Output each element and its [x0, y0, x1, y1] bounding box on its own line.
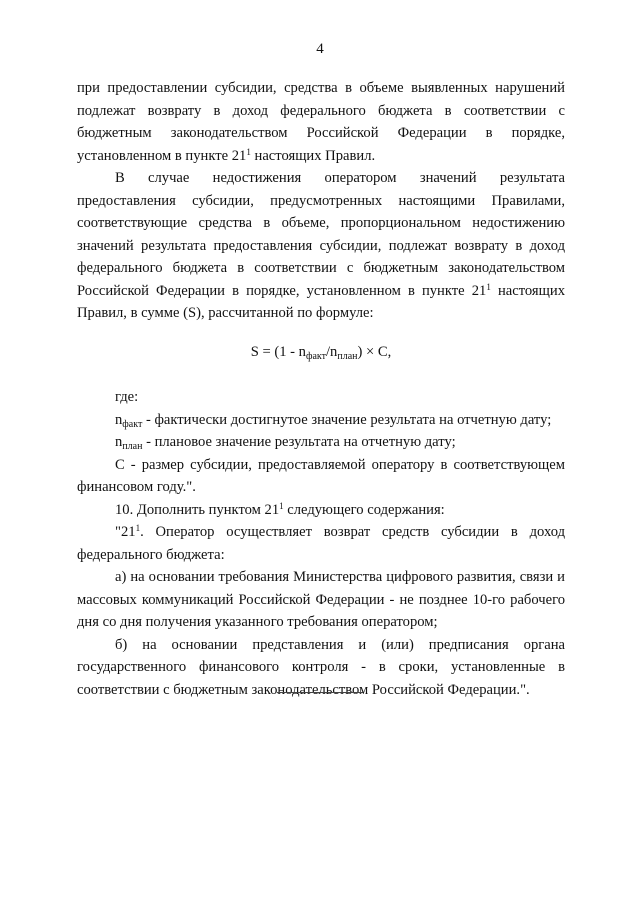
paragraph-text: В случае недостижения оператором значений результата предоставления субсидии, предусмотренных настоящими Правилами, соответствующие средства в объеме, пропорциональном недостижению значений результата предоставления субсидии, подлежат возврату в доход федерального бюджета в соответствии с бюджетным законодательством Российской Федерации в порядке, установленном в пункте 21 [77, 170, 565, 299]
definition-n-plan [77, 431, 565, 454]
paragraph-text-end: настоящих Правил, в сумме (S), рассчитанной по формуле: [77, 282, 565, 321]
item-text-end: следующего содержания: [283, 501, 445, 518]
where-label: где: [115, 389, 139, 405]
definition-symbol: n [115, 411, 123, 428]
subpoint-a: а) на основании требования Министерства цифрового развития, связи и массовых коммуникаций Российской Федерации - не позднее 10-го рабочего дня со дня получения указанного требования оператором; [77, 569, 565, 630]
formula [77, 341, 565, 364]
definition-n-fact [77, 409, 565, 432]
formula-mid: /n [326, 343, 338, 360]
paragraph-violations [77, 77, 565, 167]
paragraph-text: при предоставлении субсидии, средства в объеме выявленных нарушений подлежат возврату в доход федерального бюджета в соответствии с бюджетным законодательством Российской Федерации в порядке, установленном в пункте 21 [77, 80, 565, 164]
definition-text: - фактически достигнутое значение результата на отчетную дату; [142, 411, 552, 428]
point-start: "21 [115, 524, 136, 540]
subpoint-b: б) на основании представления и (или) предписания органа государственного финансового контроля - в сроки, установленные в соответствии с бюджетным законодательством Российской Федерации.". [77, 636, 565, 698]
definition-subscript: план [122, 441, 143, 452]
definition-subscript: факт [122, 418, 143, 430]
point-text: . Оператор осуществляет возврат средств субсидии в доход федерального бюджета: [77, 524, 565, 563]
separator-line [277, 692, 363, 693]
superscript: 1 [486, 281, 491, 292]
item-text: 10. Дополнить пунктом 21 [115, 501, 280, 518]
formula-subscript-fact: факт [305, 350, 326, 362]
formula-right: ) × C, [357, 343, 392, 360]
formula-subscript-plan: план [337, 350, 358, 362]
formula-left: S = (1 - n [250, 343, 306, 360]
superscript: 1 [246, 146, 251, 157]
superscript: 1 [279, 500, 284, 511]
superscript: 1 [135, 523, 141, 533]
document-body [77, 77, 565, 701]
paragraph-non-achievement [77, 167, 565, 325]
definition-c: C - размер субсидии, предоставляемой оператору в соответствующем финансовом году.". [77, 456, 565, 495]
point-21-1 [77, 521, 565, 566]
definition-text: - плановое значение результата на отчетную дату; [142, 434, 456, 450]
paragraph-text-end: настоящих Правил. [250, 147, 376, 164]
item-10 [77, 499, 565, 522]
page-number: 4 [316, 41, 324, 57]
definition-symbol: n [115, 434, 123, 450]
